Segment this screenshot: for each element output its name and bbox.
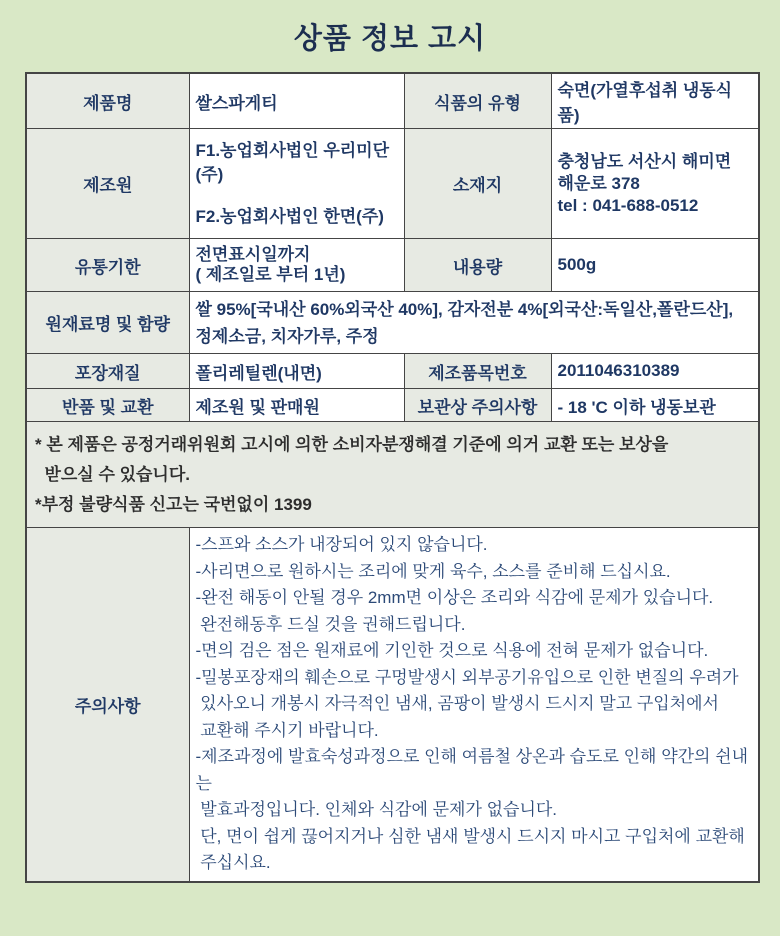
packaging-value: 폴리레틸렌(내면) (189, 354, 404, 389)
product-name-value: 쌀스파게티 (189, 73, 404, 129)
storage-label: 보관상 주의사항 (404, 389, 551, 422)
food-type-label: 식품의 유형 (404, 73, 551, 129)
precaution-line: 있사오니 개봉시 자극적인 냄새, 곰팡이 발생시 드시지 말고 구입처에서 (195, 694, 719, 713)
manufacturer-value (189, 129, 404, 239)
net-content-label: 내용량 (404, 239, 551, 292)
manufacturer-label: 제조원 (26, 129, 189, 239)
packaging-label: 포장재질 (26, 354, 189, 389)
precaution-line: 주십시요. (195, 853, 271, 872)
ingredients-line-1: 쌀 95%[국내산 60%외국산 40%], 감자전분 4%[외국산:독일산,폴란드산], (195, 299, 734, 319)
precaution-line: 완전해동후 드실 것을 권해드립니다. (195, 614, 466, 634)
manufacturer-line-1: F1.농업회사법인 우리미단(주) (195, 140, 390, 184)
location-label: 소재지 (404, 129, 551, 239)
net-content-value: 500g (551, 239, 759, 292)
precaution-line: -면의 검은 점은 원재료에 기인한 것으로 식용에 전혀 문제가 없습니다. (195, 641, 709, 660)
precaution-line: -완전 해동이 안될 경우 2mm면 이상은 조리와 식감에 문제가 있습니다. (195, 588, 714, 607)
precautions-value (189, 528, 759, 882)
precaution-line: -제조과정에 발효숙성과정으로 인해 여름철 상온과 습도로 인해 약간의 쉰내는 (195, 747, 749, 793)
row-ingredients (26, 292, 759, 354)
precaution-line: 교환해 주시기 바랍니다. (195, 720, 379, 740)
storage-value: - 18 'C 이하 냉동보관 (551, 389, 759, 422)
product-info-table (25, 72, 760, 883)
item-number-label: 제조품목번호 (404, 354, 551, 389)
precaution-line: -사리면으로 원하시는 조리에 맞게 육수, 소스를 준비해 드십시요. (195, 561, 671, 581)
precaution-line: 발효과정입니다. 인체와 식감에 문제가 없습니다. (195, 800, 558, 819)
food-type-value: 숙면(가열후섭취 냉동식품) (551, 73, 759, 129)
row-notice (26, 422, 759, 528)
location-line-3: tel : 041-688-0512 (557, 195, 699, 215)
row-product-name (26, 73, 759, 129)
product-name-label: 제품명 (26, 73, 189, 129)
precaution-line: -밀봉포장재의 훼손으로 구멍발생시 외부공기유입으로 인한 변질의 우려가 (195, 667, 739, 687)
ingredients-line-2: 정제소금, 치자가루, 주정 (195, 326, 379, 346)
manufacturer-line-2: F2.농업회사법인 한면(주) (195, 206, 384, 226)
ingredients-label: 원재료명 및 함량 (26, 292, 189, 354)
row-precautions (26, 528, 759, 882)
ingredients-value (189, 292, 759, 354)
item-number-value: 2011046310389 (551, 354, 759, 389)
row-packaging (26, 354, 759, 389)
row-returns (26, 389, 759, 422)
returns-value: 제조원 및 판매원 (189, 389, 404, 422)
expiry-line-1: 전면표시일까지 (195, 245, 311, 264)
location-line-2: 해운로 378 (557, 173, 640, 193)
row-expiry (26, 239, 759, 292)
expiry-value (189, 239, 404, 292)
notice-line-1: * 본 제품은 공정거래위원회 고시에 의한 소비자분쟁해결 기준에 의거 교환 또는 보상을 (35, 434, 669, 454)
page-title: 상품 정보 고시 (293, 23, 487, 55)
precaution-line: -스프와 소스가 내장되어 있지 않습니다. (195, 535, 488, 554)
expiry-label: 유통기한 (26, 239, 189, 292)
notice-line-2: 받으실 수 있습니다. (35, 464, 190, 484)
consumer-notice (26, 422, 759, 528)
row-manufacturer (26, 129, 759, 239)
location-value (551, 129, 759, 239)
location-line-1: 충청남도 서산시 해미면 (557, 151, 732, 171)
expiry-line-2: ( 제조일로 부터 1년) (195, 265, 346, 284)
precaution-line: 단, 면이 쉽게 끊어지거나 심한 냄새 발생시 드시지 마시고 구입처에 교환해 (195, 826, 745, 846)
notice-line-3: *부정 불량식품 신고는 국번없이 1399 (35, 494, 312, 514)
returns-label: 반품 및 교환 (26, 389, 189, 422)
precautions-label: 주의사항 (26, 528, 189, 882)
